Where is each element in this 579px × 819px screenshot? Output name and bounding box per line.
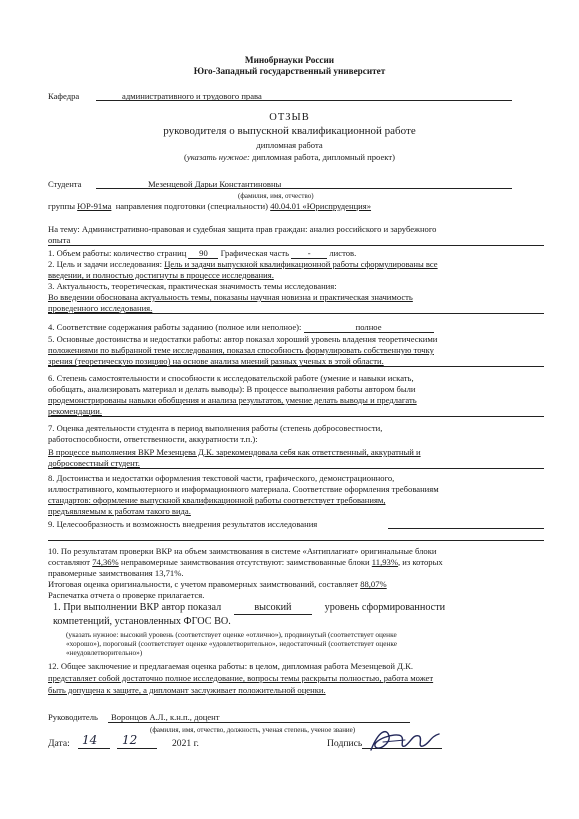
item-12-line-2: представляет собой достаточно полное исследование, вопросы темы раскрыты полностью, работа может xyxy=(48,673,434,683)
item-10-line-2: составляют 74,36% неправомерные заимствования отсутствуют: заимствованные блоки 11,93%, из которых xyxy=(48,557,443,567)
item-6-line-4: рекомендации. xyxy=(48,406,102,416)
item-3-line-2: Во введении обоснована актуальность темы, показаны научная новизна и практическая значимость xyxy=(48,292,413,302)
topic-underline xyxy=(48,245,544,246)
item-3-underline xyxy=(48,313,544,314)
document-title: ОТЗЫВ xyxy=(269,112,310,123)
ministry-header: Минобрнауки России xyxy=(244,55,335,65)
item-3-line-1: 3. Актуальность, теоретическая, практическая значимость темы исследования: xyxy=(48,281,337,291)
date-year: 2021 г. xyxy=(172,738,199,749)
date-month-underline xyxy=(117,748,157,749)
item-6-underline xyxy=(48,416,544,417)
item-7-underline xyxy=(48,468,544,469)
work-kind: дипломная работа xyxy=(256,140,323,150)
document-subtitle: руководителя о выпускной квалификационной работе xyxy=(163,125,416,137)
university-header: Юго-Западный государственный университет xyxy=(193,66,386,76)
item-6-line-3: продемонстрированы навыки обобщения и анализа результатов, умение делать выводы и предлагать xyxy=(48,395,417,405)
item-9-underline-1 xyxy=(388,528,544,529)
topic-line-2: опыта xyxy=(48,235,71,245)
handwritten-signature xyxy=(365,722,445,758)
item-2-line-2: введении, и полностью достигнуты в процессе исследования. xyxy=(48,270,274,280)
item-12-line-3: быть допущена к защите, а дипломант заслуживает положительной оценки. xyxy=(48,685,326,695)
item-5-line-2: положениями по выбранной теме исследования, показал способность формулировать собственную точку xyxy=(48,345,434,355)
item-9-underline-2 xyxy=(48,540,544,541)
student-name: Мезенцевой Дарьи Константиновны xyxy=(148,179,282,189)
item-11-note-2: «хорошо»), пороговый (соответствует оценке «удовлетворительно», недостаточный (соответствует оценке xyxy=(66,639,397,648)
item-10-line-1: 10. По результатам проверки ВКР на объем заимствования в системе «Антиплагиат» оригинальные блоки xyxy=(48,546,437,556)
item-7-line-2: работоспособности, ответственности, аккуратности т.п.): xyxy=(48,434,258,444)
item-7-line-1: 7. Оценка деятельности студента в период выполнения работы (степень добросовестности, xyxy=(48,423,383,433)
item-7-line-3: В процессе выполнения ВКР Мезенцева Д.К. зарекомендовала себя как ответственный, аккуратный и xyxy=(48,447,421,457)
item-3-line-3: проведенного исследования. xyxy=(48,303,153,313)
item-8-line-2: иллюстративного, компьютерного и информационного материала. Соответствие оформления требованиям xyxy=(48,484,439,494)
topic-line-1: На тему: Административно-правовая и судебная защита прав граждан: анализ российского и зарубежного xyxy=(48,224,437,234)
supervisor-name: Воронцов А.Л., к.н.п., доцент xyxy=(111,712,220,722)
department-label: Кафедра xyxy=(48,91,80,101)
item-2-line-1: 2. Цель и задачи исследования: Цель и задачи выпускной квалификационной работы сформулированы все xyxy=(48,259,438,269)
group-line: группы ЮР-91ма направления подготовки (специальности) 40.04.01 «Юриспруденция» xyxy=(48,201,372,211)
item-11-note-3: «неудовлетворительно») xyxy=(66,648,143,657)
item-8-line-1: 8. Достоинства и недостатки оформления текстовой части, графического, демонстрационного, xyxy=(48,473,395,483)
item-8-line-3: стандартов: оформление выпускной квалификационной работы соответствует требованиям, xyxy=(48,495,386,505)
date-month: 12 xyxy=(122,733,138,747)
student-caption: (фамилия, имя, отчество) xyxy=(238,192,314,200)
item-12-line-1: 12. Общее заключение и предлагаемая оценка работы: в целом, дипломная работа Мезенцевой Д.К. xyxy=(48,661,414,671)
department-underline xyxy=(96,100,512,101)
date-day-underline xyxy=(78,748,110,749)
student-underline xyxy=(96,188,512,189)
department-value: административного и трудового права xyxy=(122,91,262,101)
item-7-line-4: добросовестный студент. xyxy=(48,458,140,468)
student-label: Студента xyxy=(48,179,82,189)
item-5-line-1: 5. Основные достоинства и недостатки работы: автор показал хороший уровень владения теоретическими xyxy=(48,334,438,344)
item-8-line-4: предъявляемым к работам такого вида. xyxy=(48,506,191,516)
item-1: 1. Объем работы: количество страниц 90 Графическая часть - листов. xyxy=(48,248,357,258)
date-label: Дата: xyxy=(48,738,70,749)
item-4: 4. Соответствие содержания работы заданию (полное или неполное): полное xyxy=(48,322,434,333)
item-10-line-4: Итоговая оценка оригинальности, с учетом правомерных заимствований, составляет 88,07% xyxy=(48,579,387,589)
item-5-line-3: зрения (теоретическую позицию) на основе анализа мнений разных ученых в этой области. xyxy=(48,356,384,366)
item-11-line-2: компетенций, установленных ФГОС ВО. xyxy=(53,616,231,627)
item-5-underline xyxy=(48,366,544,367)
item-10-line-5: Распечатка отчета о проверке прилагается. xyxy=(48,590,205,600)
date-day: 14 xyxy=(82,733,98,747)
item-11-note-1: (указать нужное: высокий уровень (соответствует оценке «отлично»), продвинутый (соответствует оценке xyxy=(66,630,397,639)
item-11-line-1: 1. При выполнении ВКР автор показал высокий уровень сформированности xyxy=(53,602,446,613)
work-kind-hint: (указать нужное: дипломная работа, дипломный проект) xyxy=(184,152,395,162)
item-6-line-1: 6. Степень самостоятельности и способности к исследовательской работе (умение и навыки искать, xyxy=(48,373,414,383)
supervisor-label: Руководитель xyxy=(48,712,98,722)
item-9: 9. Целесообразность и возможность внедрения результатов исследования xyxy=(48,519,318,529)
item-6-line-2: обобщать, анализировать материал и делать выводы): В процессе выполнения работы автором были xyxy=(48,384,416,394)
item-10-line-3: правомерные заимствования 13,71%. xyxy=(48,568,184,578)
supervisor-caption: (фамилия, имя, отчество, должность, ученая степень, ученое звание) xyxy=(150,726,356,734)
signature-label: Подпись xyxy=(327,738,363,749)
